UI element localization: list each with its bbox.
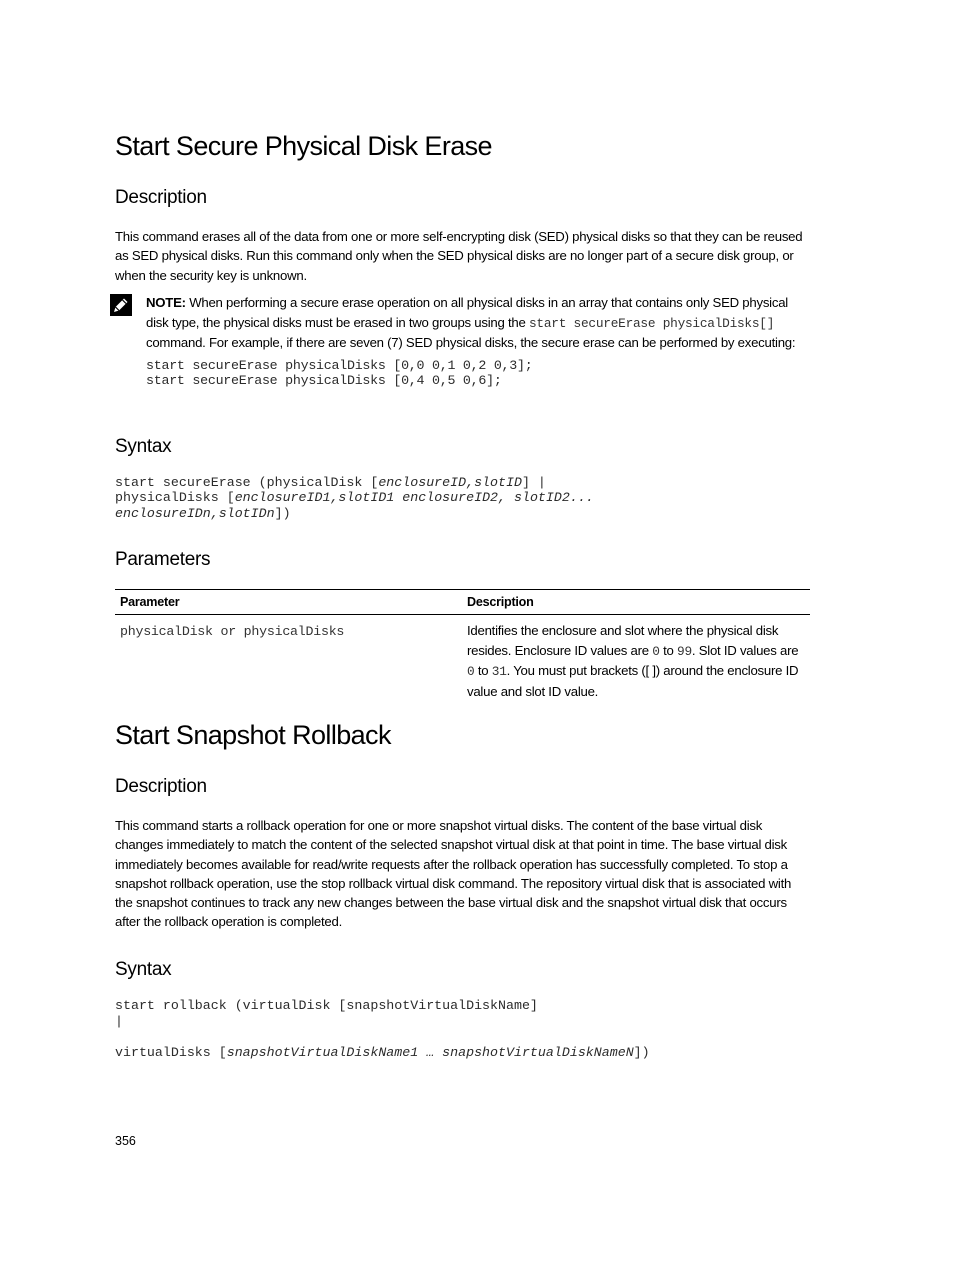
page-number: 356 bbox=[115, 1134, 136, 1148]
description-heading: Description bbox=[115, 776, 207, 797]
parameter-cell: physicalDisk or physicalDisks bbox=[120, 624, 345, 639]
description-heading: Description bbox=[115, 187, 207, 208]
note-text: NOTE: When performing a secure erase operation on all physical disks in an array that contains only SED physical disk type, the physical disks must be erased in two groups using the start secureErase physicalDisks[] command. For example, if there are seven (7) SED physical disks, the secure erase can be performed by executing: bbox=[146, 295, 796, 350]
column-header-parameter: Parameter bbox=[115, 590, 462, 615]
syntax-heading: Syntax bbox=[115, 436, 172, 457]
note-code-example: start secureErase physicalDisks [0,0 0,1 0,2 0,3]; start secureErase physicalDisks [0,4 0,5 0,6]; bbox=[146, 357, 533, 388]
note-pencil-icon bbox=[110, 294, 132, 316]
description-cell: Identifies the enclosure and slot where the physical disk resides. Enclosure ID values are 0 to 99. Slot ID values are 0 to 31. You must put brackets ([ ]) around the enclosure ID value and slot ID value. bbox=[467, 623, 799, 699]
section-title: Start Snapshot Rollback bbox=[115, 720, 391, 750]
description-paragraph: This command erases all of the data from one or more self-encrypting disk (SED) physical disks so that they can be reused as SED physical disks. Run this command only when the SED physical disks are no longer part of a secure disk group, or when the security key is unknown. bbox=[115, 229, 803, 283]
table-row bbox=[115, 615, 810, 708]
inline-code: start secureErase physicalDisks[] bbox=[528, 315, 775, 331]
syntax-code: start secureErase (physicalDisk [enclosureID,slotID] | physicalDisks [enclosureID1,slotID1 enclosureID2, slotID2... enclosureIDn,slotIDn]) bbox=[115, 475, 594, 521]
column-header-description: Description bbox=[462, 590, 810, 615]
description-paragraph: This command starts a rollback operation for one or more snapshot virtual disks. The content of the base virtual disk changes immediately to match the content of the selected snapshot virtual disk at that point in time. The base virtual disk immediately becomes available for read/write requests after the rollback operation has successfully completed. To stop a snapshot rollback operation, use the stop rollback virtual disk command. The repository virtual disk that is associated with the snapshot continues to track any new changes between the base virtual disk and the snapshot virtual disk that occurs after the rollback operation is completed. bbox=[115, 818, 792, 930]
syntax-heading: Syntax bbox=[115, 959, 172, 980]
parameters-heading: Parameters bbox=[115, 549, 211, 570]
note-block bbox=[146, 293, 811, 388]
syntax-code: start rollback (virtualDisk [snapshotVirtualDiskName] | virtualDisks [snapshotVirtualDiskName1 … snapshotVirtualDiskNameN]) bbox=[115, 998, 650, 1060]
section-title: Start Secure Physical Disk Erase bbox=[115, 131, 492, 161]
parameters-table bbox=[115, 589, 810, 707]
note-label: NOTE: bbox=[146, 295, 186, 310]
